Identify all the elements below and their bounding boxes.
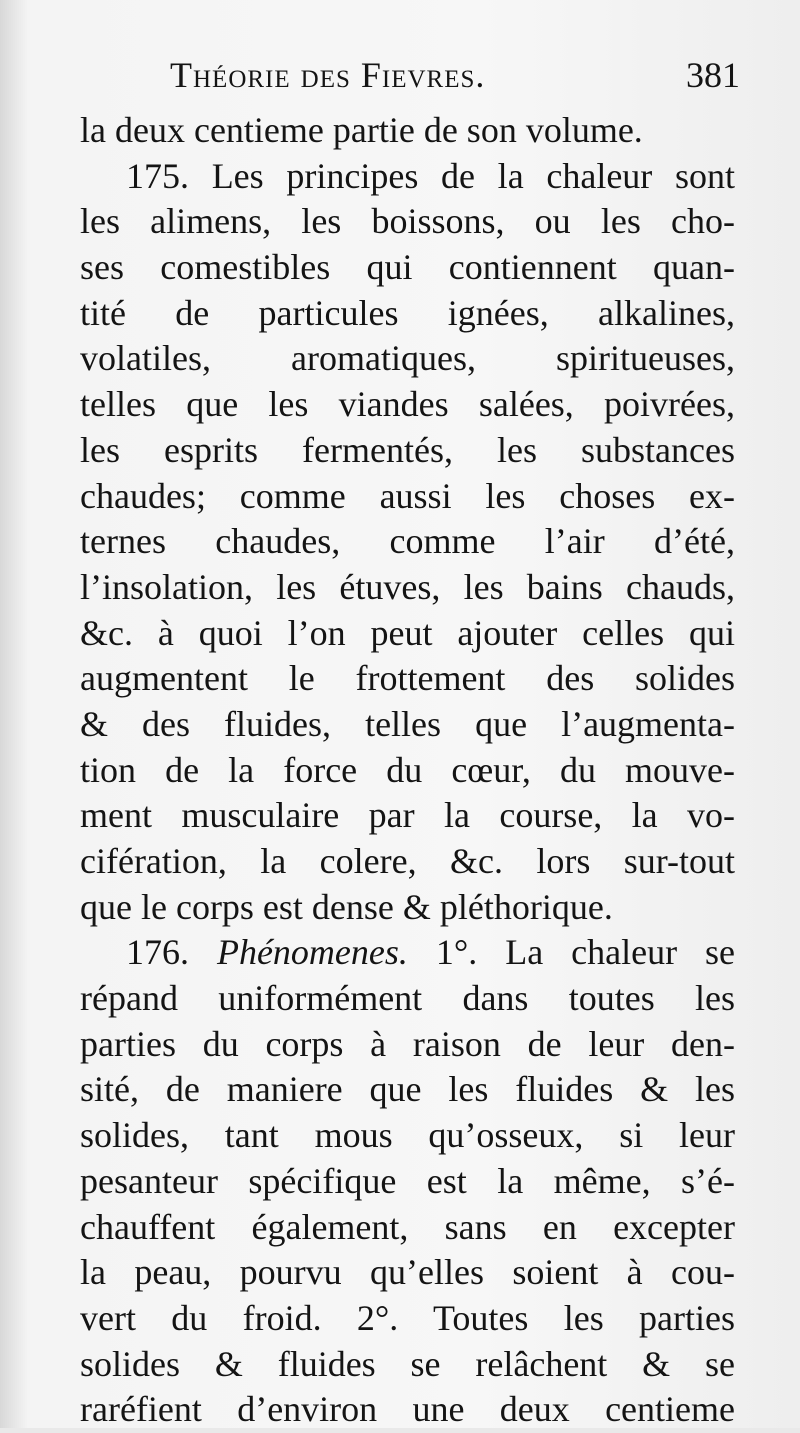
page-number: 381 [686,55,740,95]
text-line: &c. à quoi l’on peut ajouter celles qui [80,612,735,653]
paragraph-text: La chaleur se [505,932,735,973]
text-line: 175. Les principes de la chaleur sont [126,155,735,196]
text-line: solides, tant mous qu’osseux, si leur [80,1115,735,1156]
text-line: les alimens, les boissons, ou les cho- [80,201,735,242]
text-line: raréfient d’environ une deux centieme [80,1389,735,1430]
text-line: & des fluides, telles que l’augmenta- [80,703,735,744]
text-line: tité de particules ignées, alkalines, [80,292,735,333]
body-text [80,108,735,1433]
text-line: solides & fluides se relâchent & se [80,1343,735,1384]
text-line: volatiles, aromatiques, spiritueuses, [80,338,735,379]
text-line: chauffent également, sans en excepter [80,1206,735,1247]
text-line: chaudes; comme aussi les choses ex- [80,475,735,516]
text-line: ment musculaire par la course, la vo- [80,795,735,836]
text-line: que le corps est dense & pléthorique. [80,886,613,927]
section-heading: Phénomenes. [216,932,408,973]
text-line: ternes chaudes, comme l’air d’été, [80,521,735,562]
text-line: tion de la force du cœur, du mouve- [80,749,735,790]
text-line: cifération, la colere, &c. lors sur-tout [80,841,735,881]
text-line: répand uniformément dans toutes les [80,978,735,1019]
text-line: les esprits fermentés, les substances [80,429,735,470]
text-line: l’insolation, les étuves, les bains chauds, [80,566,735,607]
page-header [80,52,740,104]
text-line: ses comestibles qui contiennent quan- [80,247,735,288]
text-line: augmentent le frottement des solides [80,658,735,699]
paragraph-176-first-line [80,930,735,976]
text-line: sité, de maniere que les fluides & les [80,1069,735,1110]
paragraph-number: 176. [126,932,189,973]
text-line: la peau, pourvu qu’elles soient à cou- [80,1252,735,1293]
running-title: Théorie des Fievres. [170,55,486,95]
text-line: telles que les viandes salées, poivrées, [80,384,735,425]
text-line: vert du froid. 2°. Toutes les parties [80,1297,735,1338]
text-line: parties du corps à raison de leur den- [80,1023,735,1064]
text-line: la deux centieme partie de son volume. [80,110,643,150]
ordinal-marker: 1°. [435,932,478,973]
text-line: pesanteur spécifique est la même, s’é- [80,1160,735,1201]
